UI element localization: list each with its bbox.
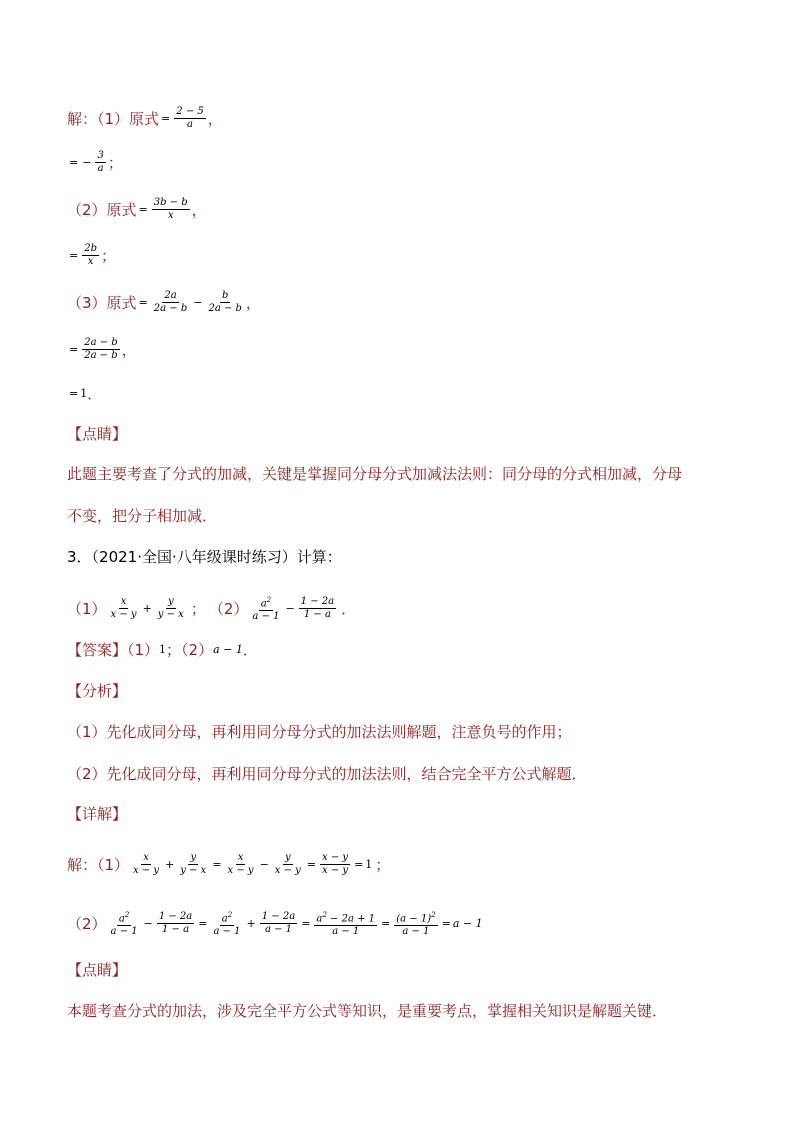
- fraction: [178, 852, 208, 877]
- analysis-heading: 【分析】: [67, 682, 128, 700]
- label: 解：（1）: [67, 855, 130, 874]
- solution-line-2: [67, 150, 123, 175]
- exponent: 2: [227, 911, 233, 919]
- fraction: [394, 909, 437, 938]
- numerator-base: a: [221, 913, 228, 925]
- equals-sign: =: [301, 916, 311, 930]
- numerator-base: a: [316, 913, 323, 925]
- result-value: 1: [365, 857, 373, 871]
- numerator: [314, 909, 377, 926]
- punctuation: ；: [100, 246, 116, 265]
- numerator: y: [284, 852, 291, 863]
- numerator: y: [167, 596, 174, 608]
- denominator: 2a − b: [84, 350, 118, 361]
- equals-sign: =: [212, 857, 222, 871]
- fraction: [273, 852, 303, 877]
- comment-heading: 【点睛】: [67, 425, 128, 443]
- solution-line-1: [67, 106, 223, 131]
- comment-heading: 【点睛】: [67, 961, 128, 979]
- label: （2）原式: [67, 200, 137, 219]
- denominator: 2a − b: [153, 303, 188, 314]
- part-label: （2）: [208, 599, 249, 618]
- exponent: 2: [124, 911, 130, 919]
- answer-line: [67, 640, 258, 660]
- numerator: 2a: [164, 290, 177, 301]
- numerator: b: [221, 290, 229, 301]
- denominator: a − 1: [110, 926, 138, 938]
- minus-sign: −: [193, 295, 203, 309]
- exponent: 2: [431, 911, 436, 919]
- numerator-base: (a − 1): [396, 913, 432, 925]
- fraction: [211, 909, 242, 938]
- minus-sign: −: [82, 155, 92, 169]
- denominator: a: [187, 119, 193, 130]
- numerator: 1 − 2a: [261, 911, 296, 923]
- analysis-text-line: （1）先化成同分母，再利用同分母分式的加法法则解题，注意负号的作用；: [67, 723, 572, 741]
- denominator: a − 1: [213, 926, 241, 938]
- equals-sign: =: [381, 916, 391, 930]
- numerator: 2b: [84, 243, 97, 254]
- denominator: a: [97, 163, 104, 174]
- analysis-text-line: （2）先化成同分母，再利用同分母分式的加法法则，结合完全平方公式解题．: [67, 765, 587, 783]
- plus-sign: +: [165, 857, 175, 871]
- punctuation: ，: [121, 340, 137, 359]
- numerator: 1 − 2a: [300, 596, 335, 608]
- denominator: a − 1: [252, 611, 280, 623]
- separator: ；: [190, 599, 206, 618]
- denominator: x − y: [227, 865, 254, 876]
- punctuation: ．: [341, 599, 357, 618]
- label: （2）: [67, 914, 107, 933]
- numerator-base: a: [118, 913, 125, 925]
- label: 解：（1）原式: [67, 109, 160, 128]
- punctuation: ；: [375, 855, 391, 874]
- denominator: x − y: [322, 865, 349, 876]
- punctuation: ．: [242, 641, 258, 659]
- denominator: x − y: [133, 865, 160, 876]
- minus-sign: −: [285, 601, 295, 615]
- denominator: 2a − b: [208, 303, 242, 314]
- fraction: [174, 106, 205, 131]
- equals-sign: =: [69, 248, 79, 262]
- punctuation: ；: [107, 153, 123, 172]
- punctuation: ，: [245, 293, 261, 312]
- fraction: [226, 852, 256, 877]
- part-label: （1）: [67, 599, 107, 618]
- plus-sign: +: [142, 601, 152, 615]
- fraction: [156, 596, 186, 621]
- numerator: y: [190, 852, 197, 863]
- denominator: x − y: [110, 609, 137, 621]
- numerator: x − y: [322, 852, 349, 863]
- exponent: 2: [322, 911, 327, 919]
- equals-sign: =: [69, 342, 79, 356]
- punctuation: ，: [191, 200, 207, 219]
- fraction: [320, 852, 350, 877]
- numerator: x: [143, 852, 149, 863]
- answer-label: 【答案】（1）: [67, 641, 160, 659]
- fraction: [82, 243, 99, 268]
- numerator: x: [237, 852, 244, 863]
- fraction: [109, 909, 140, 938]
- numerator: [117, 909, 131, 926]
- equals-sign: =: [354, 857, 364, 871]
- equals-sign: =: [161, 111, 171, 125]
- equals-sign: =: [69, 155, 79, 169]
- numerator: 2 − 5: [176, 106, 204, 117]
- denominator: 1 − a: [162, 924, 190, 936]
- plus-sign: +: [246, 916, 256, 930]
- equals-sign: =: [198, 916, 208, 930]
- answer-value-1: 1: [159, 643, 167, 656]
- denominator: y − x: [180, 865, 207, 876]
- denominator: x: [167, 210, 174, 221]
- minus-sign: −: [259, 857, 269, 871]
- result-value: a − 1: [452, 916, 483, 930]
- fraction: [95, 150, 105, 175]
- numerator: 3b − b: [153, 197, 188, 208]
- denominator: x: [87, 256, 94, 267]
- denominator: a − 1: [264, 924, 293, 936]
- comment-text-line: 不变，把分子相加减．: [67, 507, 218, 525]
- exponent: 2: [266, 596, 272, 604]
- denominator: a − 1: [332, 926, 360, 938]
- numerator: 1 − 2a: [158, 911, 193, 923]
- question-title: 3．（2021·全国·八年级课时练习）计算：: [67, 548, 342, 566]
- answer-separator: ；（2）: [166, 641, 214, 659]
- denominator: y − x: [157, 609, 184, 621]
- fraction: [260, 911, 297, 936]
- numerator: 2a − b: [84, 337, 118, 348]
- equals-sign: =: [138, 295, 148, 309]
- denominator: 1 − a: [303, 609, 331, 621]
- solution-line-5: [67, 290, 261, 315]
- answer-value-2: a − 1: [213, 643, 243, 656]
- question-expressions: [67, 594, 359, 623]
- solution-line-7: [67, 384, 102, 404]
- fraction: [82, 337, 119, 362]
- minus-sign: −: [143, 916, 153, 930]
- denominator: a − 1: [402, 926, 430, 938]
- result-value: 1: [80, 387, 88, 400]
- denominator: x − y: [274, 865, 301, 876]
- equals-sign: =: [138, 202, 148, 216]
- fraction: [152, 290, 189, 315]
- numerator: [394, 909, 437, 926]
- fraction: [250, 594, 281, 623]
- punctuation: ．: [87, 385, 103, 403]
- label: （3）原式: [67, 293, 137, 312]
- equals-sign: =: [441, 916, 451, 930]
- numerator: [220, 909, 234, 926]
- equals-sign: =: [306, 857, 317, 871]
- fraction: [206, 290, 243, 315]
- solution-line-3: [67, 197, 207, 222]
- detail-step-1: [67, 852, 393, 877]
- punctuation: ，: [207, 109, 223, 128]
- numerator-base: a: [260, 598, 267, 610]
- numerator: x: [120, 596, 127, 608]
- fraction: [157, 911, 194, 936]
- solution-line-4: [67, 243, 116, 268]
- detail-heading: 【详解】: [67, 805, 128, 823]
- equals-sign: =: [69, 387, 79, 400]
- detail-step-2: [67, 909, 483, 938]
- fraction: [131, 852, 161, 877]
- numerator: 3: [97, 150, 104, 161]
- comment-text-line: 本题考查分式的加法，涉及完全平方公式等知识，是重要考点，掌握相关知识是解题关键．: [67, 1002, 668, 1020]
- fraction: [314, 909, 377, 938]
- numerator: [259, 594, 273, 611]
- comment-text-line: 此题主要考查了分式的加减，关键是掌握同分母分式加减法法则：同分母的分式相加减，分母: [67, 465, 683, 483]
- fraction: [152, 197, 190, 222]
- fraction: [109, 596, 139, 621]
- solution-line-6: [67, 337, 137, 362]
- fraction: [299, 596, 336, 621]
- numerator-rest: − 2a + 1: [326, 913, 376, 925]
